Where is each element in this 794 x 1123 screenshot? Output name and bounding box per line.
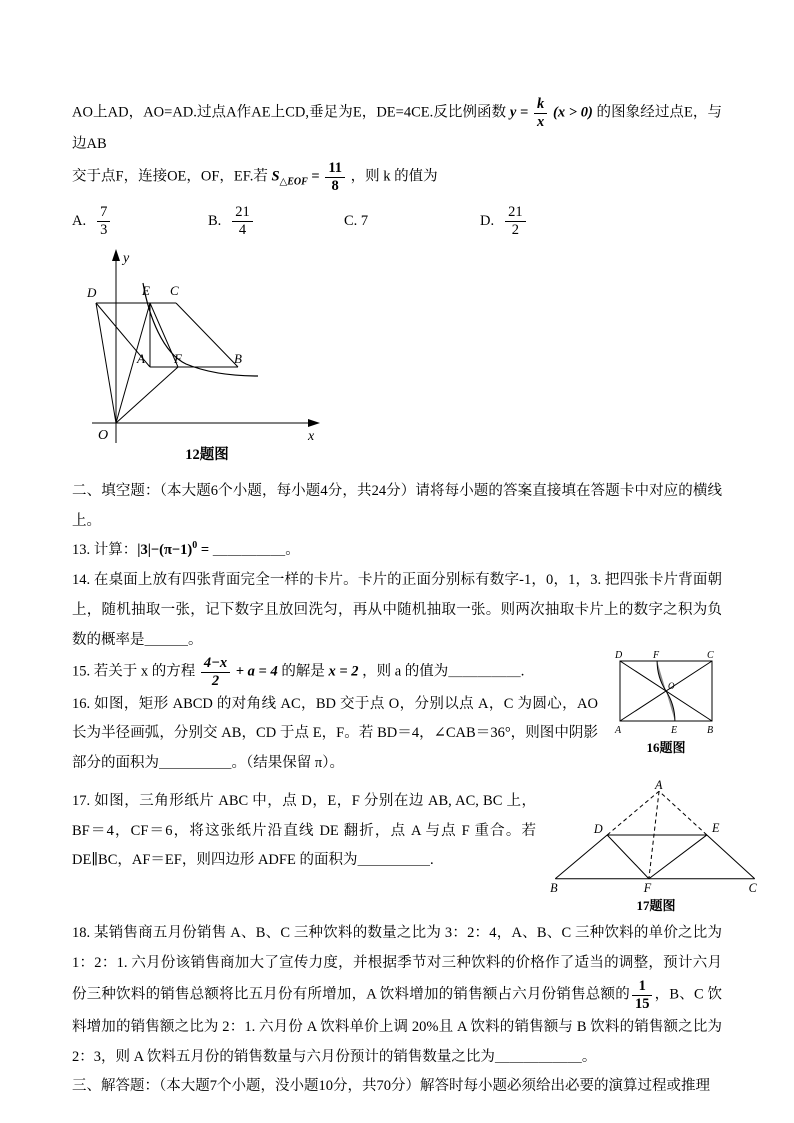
figure-q12-caption: 12题图 xyxy=(185,446,229,463)
point-label-F: F xyxy=(643,880,652,895)
q12-fraction-k-x xyxy=(532,96,549,130)
option-a-fraction xyxy=(95,204,112,238)
fraction-denominator: 15 xyxy=(632,995,653,1013)
q12-area-subscript: △EOF xyxy=(279,176,308,188)
fraction-denominator: 8 xyxy=(325,177,345,195)
q12-fraction-11-8 xyxy=(323,160,347,194)
q13-expression: |3|−(π−1) xyxy=(137,542,193,559)
section2-header: 二、填空题：（本大题6个小题，每小题4分，共24分）请将每小题的答案直接填在答题卡中对应的横线上。 xyxy=(72,483,722,529)
figure-q16-caption: 16题图 xyxy=(646,740,686,756)
point-label-B: B xyxy=(550,880,558,895)
fraction-denominator: 3 xyxy=(97,221,110,239)
point-label-B: B xyxy=(234,350,242,366)
figure-q12 xyxy=(86,245,328,465)
q12-text-3: 交于点F，连接OE，OF，EF.若 xyxy=(72,168,268,185)
question-17: 17. 如图，三角形纸片 ABC 中，点 D，E，F 分别在边 AB, AC, BC 上，BF＝4，CF＝6，将这张纸片沿直线 DE 翻折，点 A 与点 F 重合。若 DE∥BC，AF＝EF，则四边形 ADFE 的面积为＿＿＿＿＿. xyxy=(72,792,536,869)
option-b xyxy=(208,204,344,238)
q13-exponent: 0 xyxy=(192,540,198,552)
q15-suffix: ，则 a 的值为＿＿＿＿＿. xyxy=(362,663,525,680)
fraction-numerator: 4−x xyxy=(203,655,228,672)
figure-q17-caption: 17题图 xyxy=(636,897,676,913)
fraction-numerator: 1 xyxy=(638,978,646,995)
question-18 xyxy=(72,919,722,1072)
point-label-B: B xyxy=(707,725,714,737)
figure-q16 xyxy=(610,649,722,757)
option-d xyxy=(480,204,616,238)
figure-q17-drawing xyxy=(548,779,764,895)
q15-solution: x = 2 xyxy=(328,663,359,680)
figure-q17 xyxy=(548,779,764,915)
q12-formula-condition: (x > 0) xyxy=(552,104,593,121)
q18-part2: ，B、C 饮料增加的销售额之比为 2：1. 六月份 A 饮料单价上调 20%且 A 饮料的销售额与 B 饮料的销售额之比为 2：3，则 A 饮料五月份的销售数量与六月份预计的销售数量之比为＿＿＿＿＿＿。 xyxy=(72,986,723,1065)
q15-text-mid: 的解是 xyxy=(281,663,325,680)
point-label-F: F xyxy=(174,350,182,366)
option-d-fraction xyxy=(503,204,528,238)
q12-formula-y-lhs: y = xyxy=(509,104,529,121)
x-axis-arrow xyxy=(308,419,320,427)
figure-q12-drawing xyxy=(86,245,328,443)
q13-equals: = xyxy=(197,542,213,559)
question-13 xyxy=(72,536,722,566)
q13-period: 。 xyxy=(285,542,300,559)
point-label-A: A xyxy=(654,778,663,793)
point-label-E: E xyxy=(711,820,720,835)
axis-label-x: x xyxy=(308,428,315,443)
fraction-numerator: 21 xyxy=(508,204,523,221)
q13-prefix: 13. 计算： xyxy=(72,542,138,559)
q12-text-2: 的图象经过点E，与边AB xyxy=(72,104,722,153)
q12-text-4: ，则 k 的值为 xyxy=(350,168,438,185)
fraction-denominator: 2 xyxy=(201,672,230,690)
axis-label-y: y xyxy=(123,250,130,266)
q15-prefix: 15. 若关于 x 的方程 xyxy=(72,663,196,680)
option-a xyxy=(72,204,208,238)
point-label-O: O xyxy=(668,681,675,692)
section3-header: 三、解答题：（本大题7个小题，没小题10分，共70分）解答时每小题必须给出必要的演算过程或推理 xyxy=(72,1078,710,1095)
point-label-C: C xyxy=(707,650,714,662)
q12-options-row xyxy=(72,204,722,238)
fraction-numerator: 7 xyxy=(100,204,108,221)
point-label-D: D xyxy=(87,284,97,300)
fraction-numerator: k xyxy=(537,96,545,112)
q18-part1: 18. 某销售商五月份销售 A、B、C 三种饮料的数量之比为 3：2：4，A、B、C 三种饮料的单价之比为 1：2：1. 六月份该销售商加大了宣传力度，并根据季节对三种饮料的价格作了适当的调整，预计六月份三种饮料的销售总额将比五月份有所增加，A 饮料增加的销售额占六月份销售总额的 xyxy=(72,925,722,1003)
fraction-numerator: 21 xyxy=(235,204,250,221)
point-label-O: O xyxy=(98,427,109,443)
q15-equation-rest: + a = 4 xyxy=(235,663,278,680)
q15-fraction xyxy=(199,655,232,689)
point-label-F: F xyxy=(653,650,660,662)
question-16: 16. 如图，矩形 ABCD 的对角线 AC，BD 交于点 O，分别以点 A，C 为圆心，AO 长为半径画弧，分别交 AB，CD 于点 E，F。若 BD＝4，∠CAB＝36°，则图中阴影部分的面积为＿＿＿＿＿。（结果保留 π）。 xyxy=(72,695,598,772)
point-label-A: A xyxy=(137,350,145,366)
point-label-C: C xyxy=(748,880,757,895)
q12-area-symbol: S xyxy=(271,168,280,185)
fraction-denominator: x xyxy=(534,113,547,131)
point-label-C: C xyxy=(170,282,179,298)
figure-q16-drawing xyxy=(610,649,722,737)
option-c xyxy=(344,204,480,238)
q12-text-1: AO上AD，AO=AD.过点A作AE上CD,垂足为E，DE=4CE.反比例函数 xyxy=(72,104,507,121)
q12-line2 xyxy=(72,160,722,194)
fraction-denominator: 2 xyxy=(505,221,526,239)
point-label-E: E xyxy=(671,725,678,737)
option-b-label: B. xyxy=(208,212,222,229)
point-label-D: D xyxy=(593,821,603,836)
y-axis-arrow xyxy=(112,249,120,261)
point-label-D: D xyxy=(615,650,623,662)
q18-fraction xyxy=(630,978,655,1012)
option-d-label: D. xyxy=(480,212,495,229)
fraction-denominator: 4 xyxy=(232,221,253,239)
fraction-numerator: 11 xyxy=(328,160,343,177)
question-14: 14. 在桌面上放有四张背面完全一样的卡片。卡片的正面分别标有数字-1，0，1，3. 把四张卡片背面朝上，随机抽取一张，记下数字且放回洗匀，再从中随机抽取一张。则两次抽取卡片上的数字之积为负数的概率是＿＿＿。 xyxy=(72,572,722,648)
option-c-label: C. 7 xyxy=(344,212,369,229)
point-label-A: A xyxy=(615,725,622,737)
q12-line1 xyxy=(72,96,722,160)
option-a-label: A. xyxy=(72,212,87,229)
q12-equals: = xyxy=(311,168,320,185)
option-b-fraction xyxy=(230,204,255,238)
q13-answer-blank: ＿＿＿＿＿ xyxy=(212,542,286,559)
point-label-E: E xyxy=(142,282,150,298)
